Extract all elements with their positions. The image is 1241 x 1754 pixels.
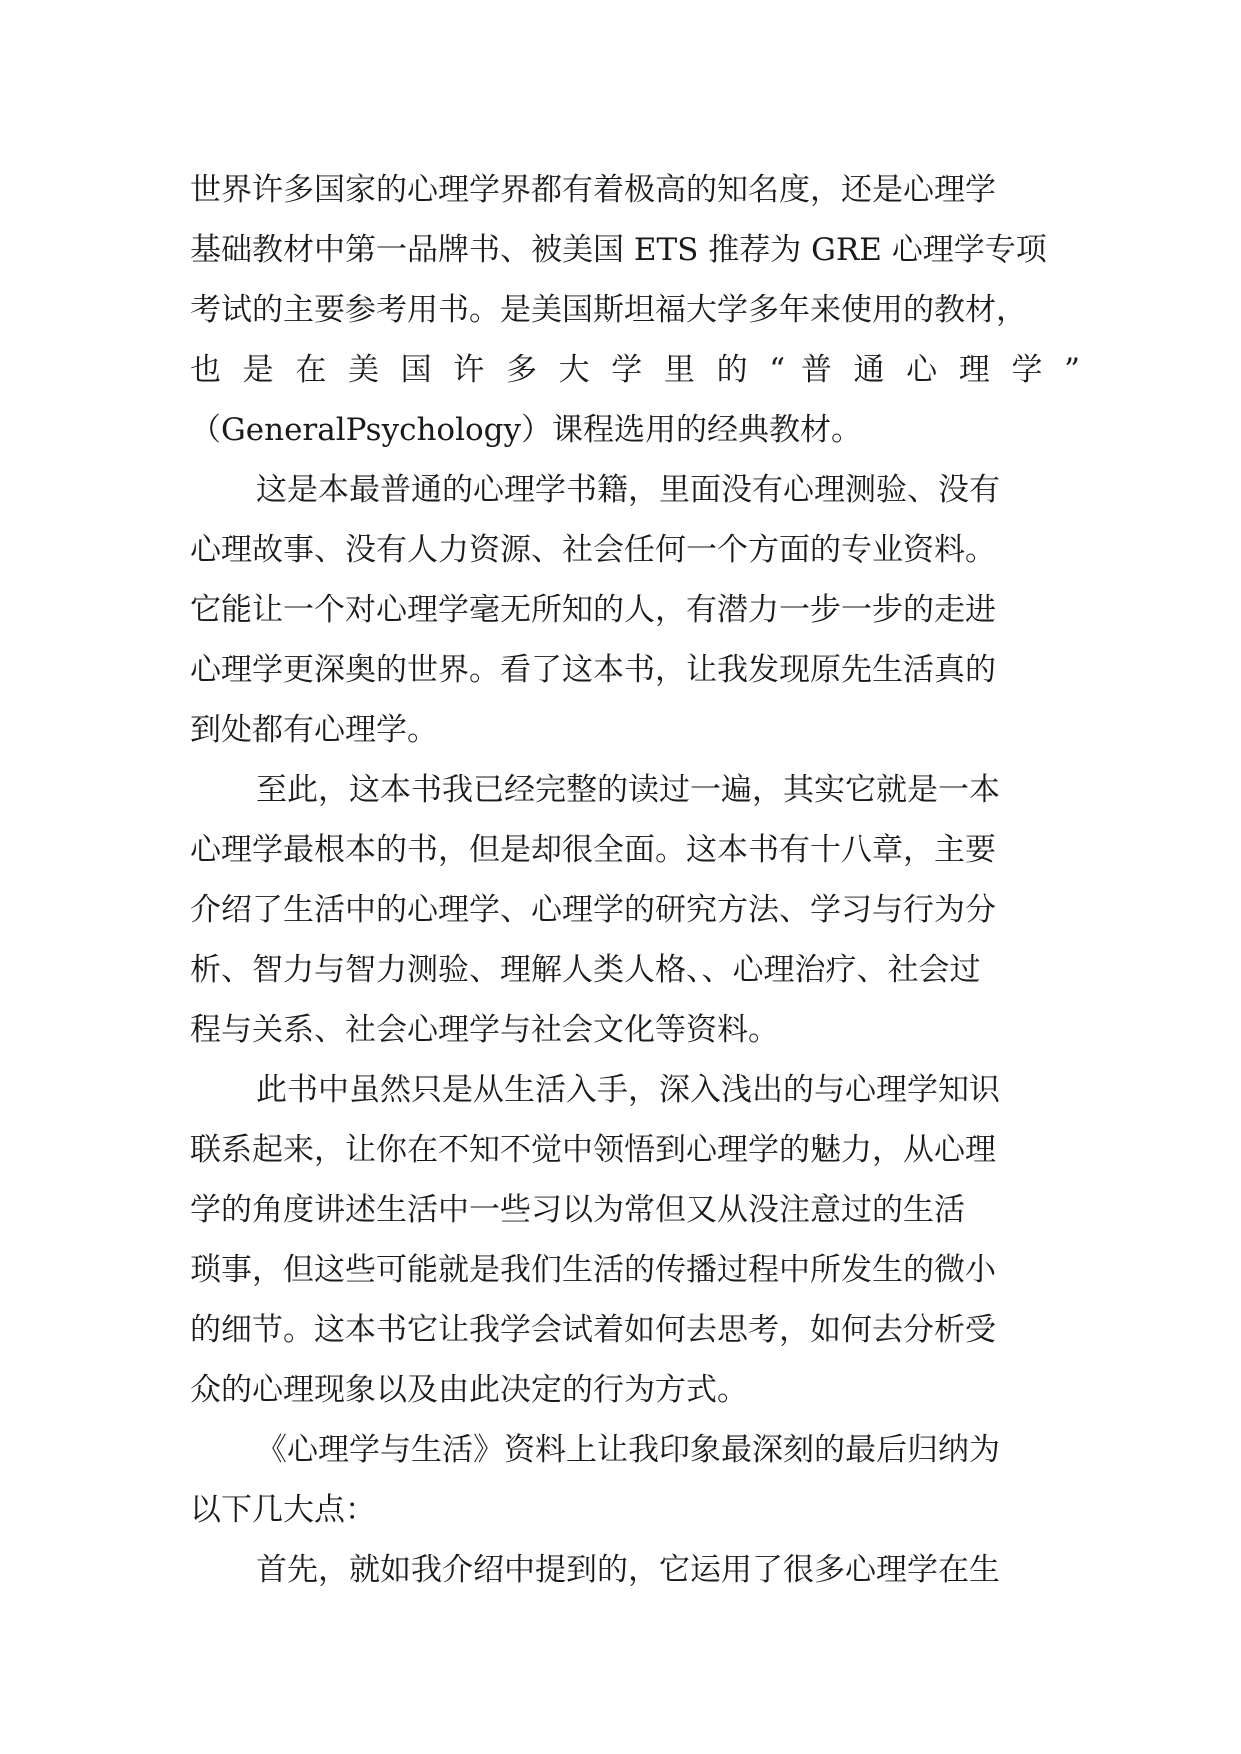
paragraph-start: 此书中虽然只是从生活入手，深入浅出的与心理学知识 bbox=[256, 1072, 1000, 1108]
text-line: 学的角度讲述生活中一些习以为常但又从没注意过的生活 bbox=[190, 1192, 965, 1228]
paragraph-start: 这是本最普通的心理学书籍，里面没有心理测验、没有 bbox=[256, 472, 1000, 508]
text-line: 心理学最根本的书，但是却很全面。这本书有十八章，主要 bbox=[190, 832, 996, 868]
text-line: 世界许多国家的心理学界都有着极高的知名度，还是心理学 bbox=[190, 172, 996, 208]
text-line: 也 是 在 美 国 许 多 大 学 里 的 “ 普 通 心 理 学 ” bbox=[190, 352, 1080, 388]
paragraph-start: 首先，就如我介绍中提到的，它运用了很多心理学在生 bbox=[256, 1552, 1000, 1588]
text-line: 联系起来，让你在不知不觉中领悟到心理学的魅力，从心理 bbox=[190, 1132, 996, 1168]
text-line: 的细节。这本书它让我学会试着如何去思考，如何去分析受 bbox=[190, 1312, 996, 1348]
text-line: 基础教材中第一品牌书、被美国 ETS 推荐为 GRE 心理学专项 bbox=[190, 232, 1047, 268]
text-line: （GeneralPsychology）课程选用的经典教材。 bbox=[190, 412, 863, 448]
text-line: 介绍了生活中的心理学、心理学的研究方法、学习与行为分 bbox=[190, 892, 996, 928]
paragraph-start: 至此，这本书我已经完整的读过一遍，其实它就是一本 bbox=[256, 772, 1000, 808]
text-line: 众的心理现象以及由此决定的行为方式。 bbox=[190, 1372, 748, 1408]
paragraph-start: 《心理学与生活》资料上让我印象最深刻的最后归纳为 bbox=[256, 1432, 1000, 1468]
text-line: 以下几大点： bbox=[190, 1492, 376, 1528]
text-line: 琐事，但这些可能就是我们生活的传播过程中所发生的微小 bbox=[190, 1252, 996, 1288]
text-line: 到处都有心理学。 bbox=[190, 712, 438, 748]
text-line: 它能让一个对心理学毫无所知的人，有潜力一步一步的走进 bbox=[190, 592, 996, 628]
text-line: 析、智力与智力测验、理解人类人格、、心理治疗、社会过 bbox=[190, 952, 981, 988]
text-line: 程与关系、社会心理学与社会文化等资料。 bbox=[190, 1012, 779, 1048]
text-line: 考试的主要参考用书。是美国斯坦福大学多年来使用的教材， bbox=[190, 292, 1027, 328]
document-body bbox=[190, 160, 1080, 1600]
text-line: 心理故事、没有人力资源、社会任何一个方面的专业资料。 bbox=[190, 532, 996, 568]
text-line: 心理学更深奥的世界。看了这本书，让我发现原先生活真的 bbox=[190, 652, 996, 688]
